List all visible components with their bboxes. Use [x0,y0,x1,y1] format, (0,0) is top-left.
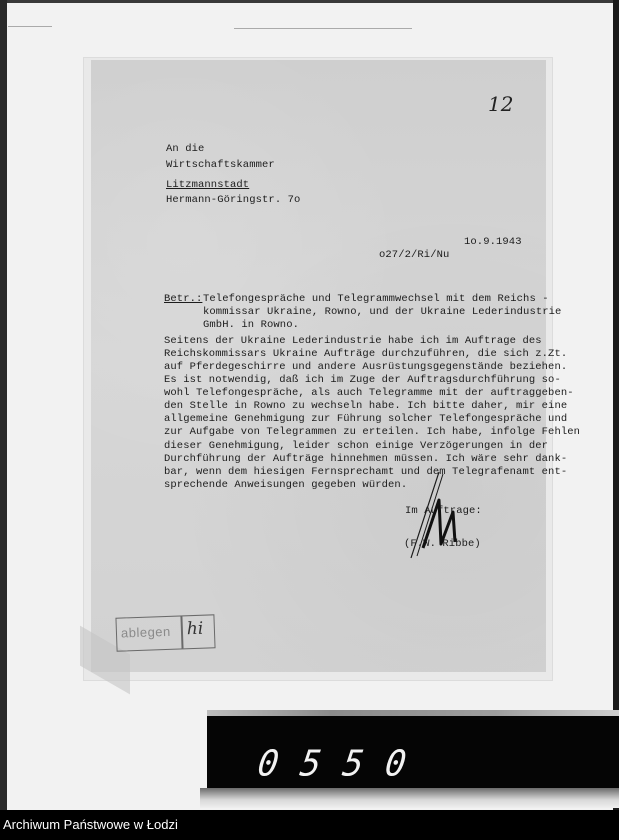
archive-name: Archiwum Państwowe w Łodzi [3,817,178,832]
subject-line: Telefongespräche und Telegrammwechsel mit dem Reichs - [203,293,549,305]
reference-number: o27/2/Ri/Nu [379,249,450,261]
handwritten-signature [405,470,475,560]
subject-line: GmbH. in Rowno. [203,319,300,331]
closing-phrase: Im Auftrage: [405,505,482,517]
scan-artifact-line [8,26,52,27]
body-line: Durchführung der Aufträge hinnehmen müssen. Ich wäre sehr dank- [164,453,568,465]
stamp-initials: hi [186,618,204,640]
stamp-divider [180,616,183,648]
ablegen-stamp [115,614,215,651]
body-line: zur Aufgabe von Telegrammen zu erteilen. Ich habe, infolge Fehlen [164,426,581,438]
scan-frame-right [613,0,619,810]
body-line: Seitens der Ukraine Lederindustrie habe ich im Auftrage des [164,335,542,347]
stamp-label: ablegen [120,623,171,641]
recipient-city: Litzmannstadt [166,179,250,191]
body-line: allgemeine Genehmigung zur Führung solcher Telefongespräche und [164,413,568,425]
body-line: Es ist notwendig, daß ich im Zuge der Auftragsdurchführung so- [164,374,561,386]
recipient-line-2: Wirtschaftskammer [166,159,275,171]
body-line: sprechende Anweisungen gegeben würden. [164,479,408,491]
scan-frame-left [0,0,7,810]
scan-artifact-line [234,28,412,29]
scan-frame-top [0,0,619,3]
signatory-name: (F.W. Ribbe) [404,538,481,550]
body-line: den Stelle in Rowno zu wechseln habe. Ich bitte daher, mir eine [164,400,568,412]
body-line: auf Pferdegeschirre und andere Ausrüstungsgegenstände beziehen. [164,361,568,373]
counter-band-shadow [200,788,619,808]
recipient-line-1: An die [166,143,205,155]
subject-label: Betr.: [164,293,203,305]
body-line: wohl Telefongespräche, als auch Telegramme mit der auftraggeben- [164,387,574,399]
frame-counter: 0550 [255,743,431,785]
archive-footer [0,810,619,840]
body-line: dieser Genehmigung, leider schon einige Verzögerungen in der [164,440,549,452]
body-line: bar, wenn dem hiesigen Fernsprechamt und dem Telegrafenamt ent- [164,466,568,478]
subject-line: kommissar Ukraine, Rowno, und der Ukraine Lederindustrie [203,306,562,318]
recipient-street: Hermann-Göringstr. 7o [166,194,301,206]
handwritten-page-number: 12 [488,92,514,116]
body-line: Reichskommissars Ukraine Aufträge durchzuführen, die sich z.Zt. [164,348,568,360]
letter-date: 1o.9.1943 [464,236,522,248]
